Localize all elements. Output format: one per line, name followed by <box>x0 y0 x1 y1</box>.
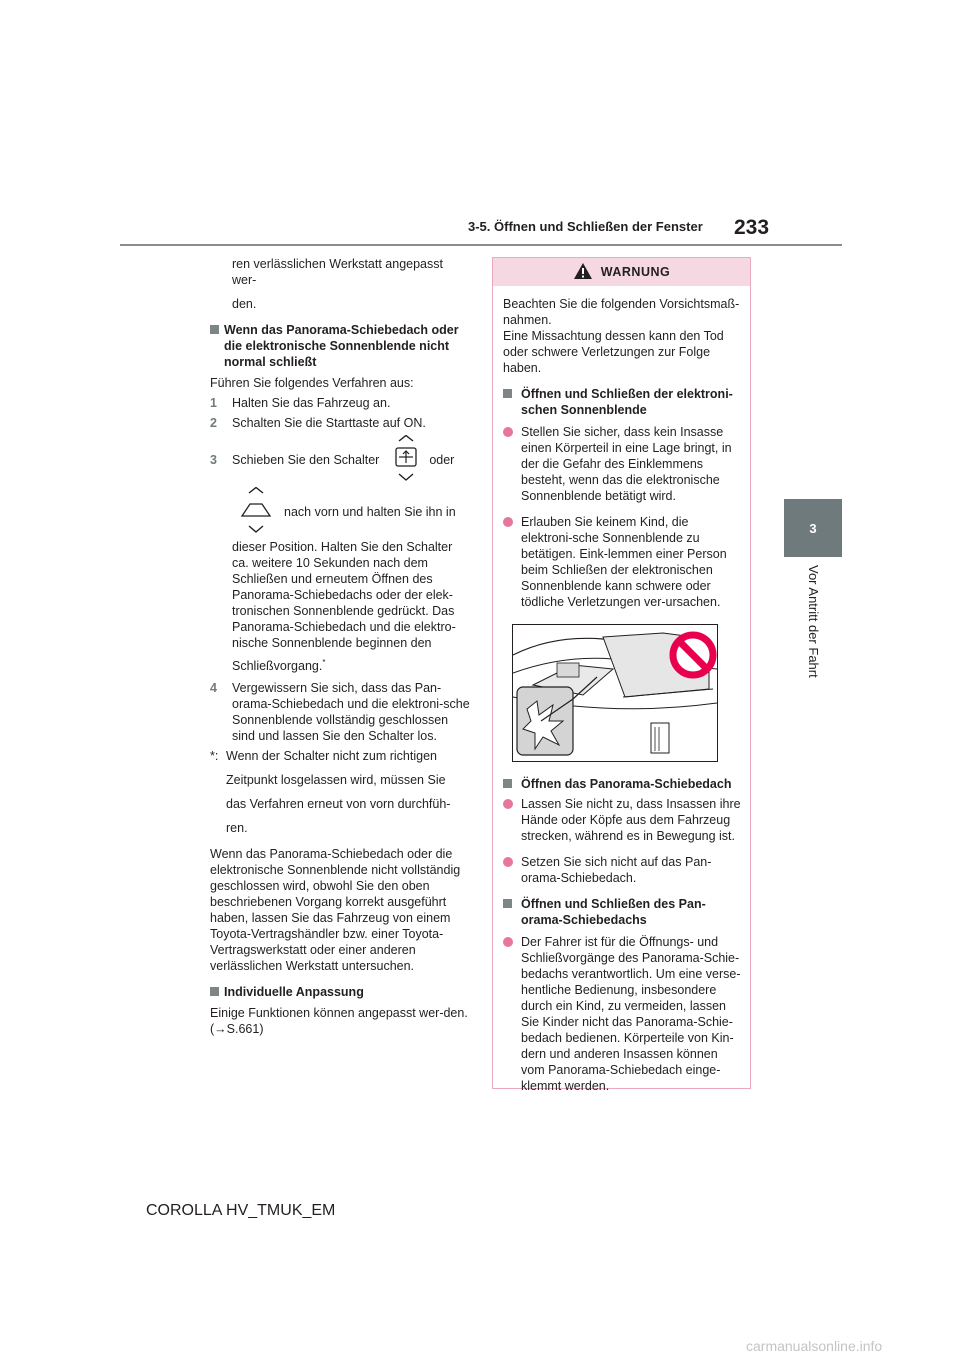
round-bullet-icon <box>503 857 513 867</box>
warning-header <box>493 258 750 286</box>
step-2: 2 Schalten Sie die Starttaste auf ON. <box>210 416 426 430</box>
model-code: COROLLA HV_TMUK_EM <box>146 1202 336 1219</box>
step-3-end: Schließvorgang.* <box>232 658 326 674</box>
warning-bullet: Stellen Sie sicher, dass kein Insasse einen Körperteil in eine Lage bringt, in der die Gefahr des Einklemmens besteht, wenn das die elektronische Sonnenblende betätigt wird. <box>503 424 742 504</box>
customization-text: Einige Funktionen können angepasst wer-den. (→S.661) <box>210 1006 468 1037</box>
warning-intro-2: Eine Missachtung dessen kann den Tod oder schwere Verletzungen zur Folge haben. <box>503 329 724 375</box>
warning-triangle-icon <box>573 262 593 283</box>
square-bullet-icon <box>503 779 512 788</box>
header-divider <box>120 244 842 246</box>
round-bullet-icon <box>503 937 513 947</box>
square-bullet-icon <box>210 325 219 334</box>
warning-heading-open-sunroof: Öffnen das Panorama-Schiebedach <box>503 776 742 792</box>
section-heading-malfunction: Wenn das Panorama-Schiebedach oder die elektronische Sonnenblende nicht normal schließt <box>210 322 470 370</box>
footnote: *: Wenn der Schalter nicht zum richtigen Zeitpunkt losgelassen wird, müssen Sie das Verfahren erneut von vorn durchfüh- ren. <box>210 749 451 836</box>
chapter-title: Vor Antritt der Fahrt <box>806 565 821 678</box>
round-bullet-icon <box>503 427 513 437</box>
step-1: 1 Halten Sie das Fahrzeug an. <box>210 396 391 410</box>
warning-heading-sunroof-operation: Öffnen und Schließen des Pan-orama-Schiebedachs <box>503 896 742 928</box>
prohibition-icon <box>673 635 713 675</box>
sunshade-switch-icon <box>391 435 421 485</box>
section-title: 3-5. Öffnen und Schließen der Fenster <box>468 219 703 234</box>
round-bullet-icon <box>503 799 513 809</box>
square-bullet-icon <box>210 987 219 996</box>
square-bullet-icon <box>503 899 512 908</box>
page-number: 233 <box>734 216 770 239</box>
continuation-line-1: ren verlässlichen Werkstatt angepasst wer- <box>232 257 443 287</box>
step-3-line-2: nach vorn und halten Sie ihn in <box>210 487 470 537</box>
warning-bullet: Der Fahrer ist für die Öffnungs- und Schließvorgänge des Panorama-Schie-bedachs verantwortlich. Um eine verse-hentliche Bedienung, insbesondere durch ein Kind, zu vermeiden, lassen Sie Kinder nicht das Panorama-Schie-bedach bedienen. Körperteile von Kin-dern und anderen Insassen können vom Panorama-Schiebedach einge-klemmt werden. <box>503 934 742 1094</box>
step-3: 3 Schieben Sie den Schalter oder <box>210 435 470 485</box>
warning-intro: Beachten Sie die folgenden Vorsichtsmaß-nahmen. <box>503 297 740 327</box>
warning-heading-sunshade: Öffnen und Schließen der elektroni-schen Sonnenblende <box>503 386 742 418</box>
workshop-paragraph: Wenn das Panorama-Schiebedach oder die elektronische Sonnenblende nicht vollständig geschlossen wird, obwohl Sie den oben beschriebenen Vorgang korrekt ausgeführt haben, lassen Sie das Fahrzeug von einem Toyota-Vertragshändler bzw. einer Toyota-Vertragswerkstatt oder einer anderen verlässlichen Werkstatt untersuchen. <box>210 847 461 974</box>
warning-box <box>492 257 751 1093</box>
sunroof-switch-icon <box>240 487 272 537</box>
warning-bullet: Setzen Sie sich nicht auf das Pan-orama-Schiebedach. <box>503 854 742 886</box>
pinch-hazard-illustration <box>512 624 718 762</box>
step-3-continued: dieser Position. Halten Sie den Schalter ca. weitere 10 Sekunden nach dem Schließen und erneutem Öffnen des Panorama-Schiebedachs oder der elek-tronischen Sonnenblende gedrückt. Das Panorama-Schiebedach und die elektro-nische Sonnenblende beginnen den <box>232 540 456 650</box>
step-4: 4 Vergewissern Sie sich, dass das Pan-orama-Schiebedach und die elektroni-sche Sonnenblende vollständig geschlossen sind und lassen Sie den Schalter los. <box>210 681 470 744</box>
section-heading-customization: Individuelle Anpassung <box>210 984 470 1000</box>
round-bullet-icon <box>503 517 513 527</box>
square-bullet-icon <box>503 389 512 398</box>
chapter-tab <box>784 499 842 557</box>
left-column <box>210 250 470 1037</box>
intro-text: Führen Sie folgendes Verfahren aus: <box>210 376 414 390</box>
watermark: carmanualsonline.info <box>746 1338 883 1354</box>
warning-title: WARNUNG <box>600 265 671 279</box>
warning-bullet: Erlauben Sie keinem Kind, die elektroni-sche Sonnenblende zu betätigen. Eink-lemmen einer Person beim Schließen der elektronischen Sonnenblende kann schwere oder tödliche Verletzungen ver-ursachen. <box>503 514 742 610</box>
chapter-number: 3 <box>809 520 817 536</box>
warning-bullet: Lassen Sie nicht zu, dass Insassen ihre Hände oder Köpfe aus dem Fahrzeug strecken, während es in Bewegung ist. <box>503 796 742 844</box>
continuation-line-2: den. <box>232 297 257 311</box>
